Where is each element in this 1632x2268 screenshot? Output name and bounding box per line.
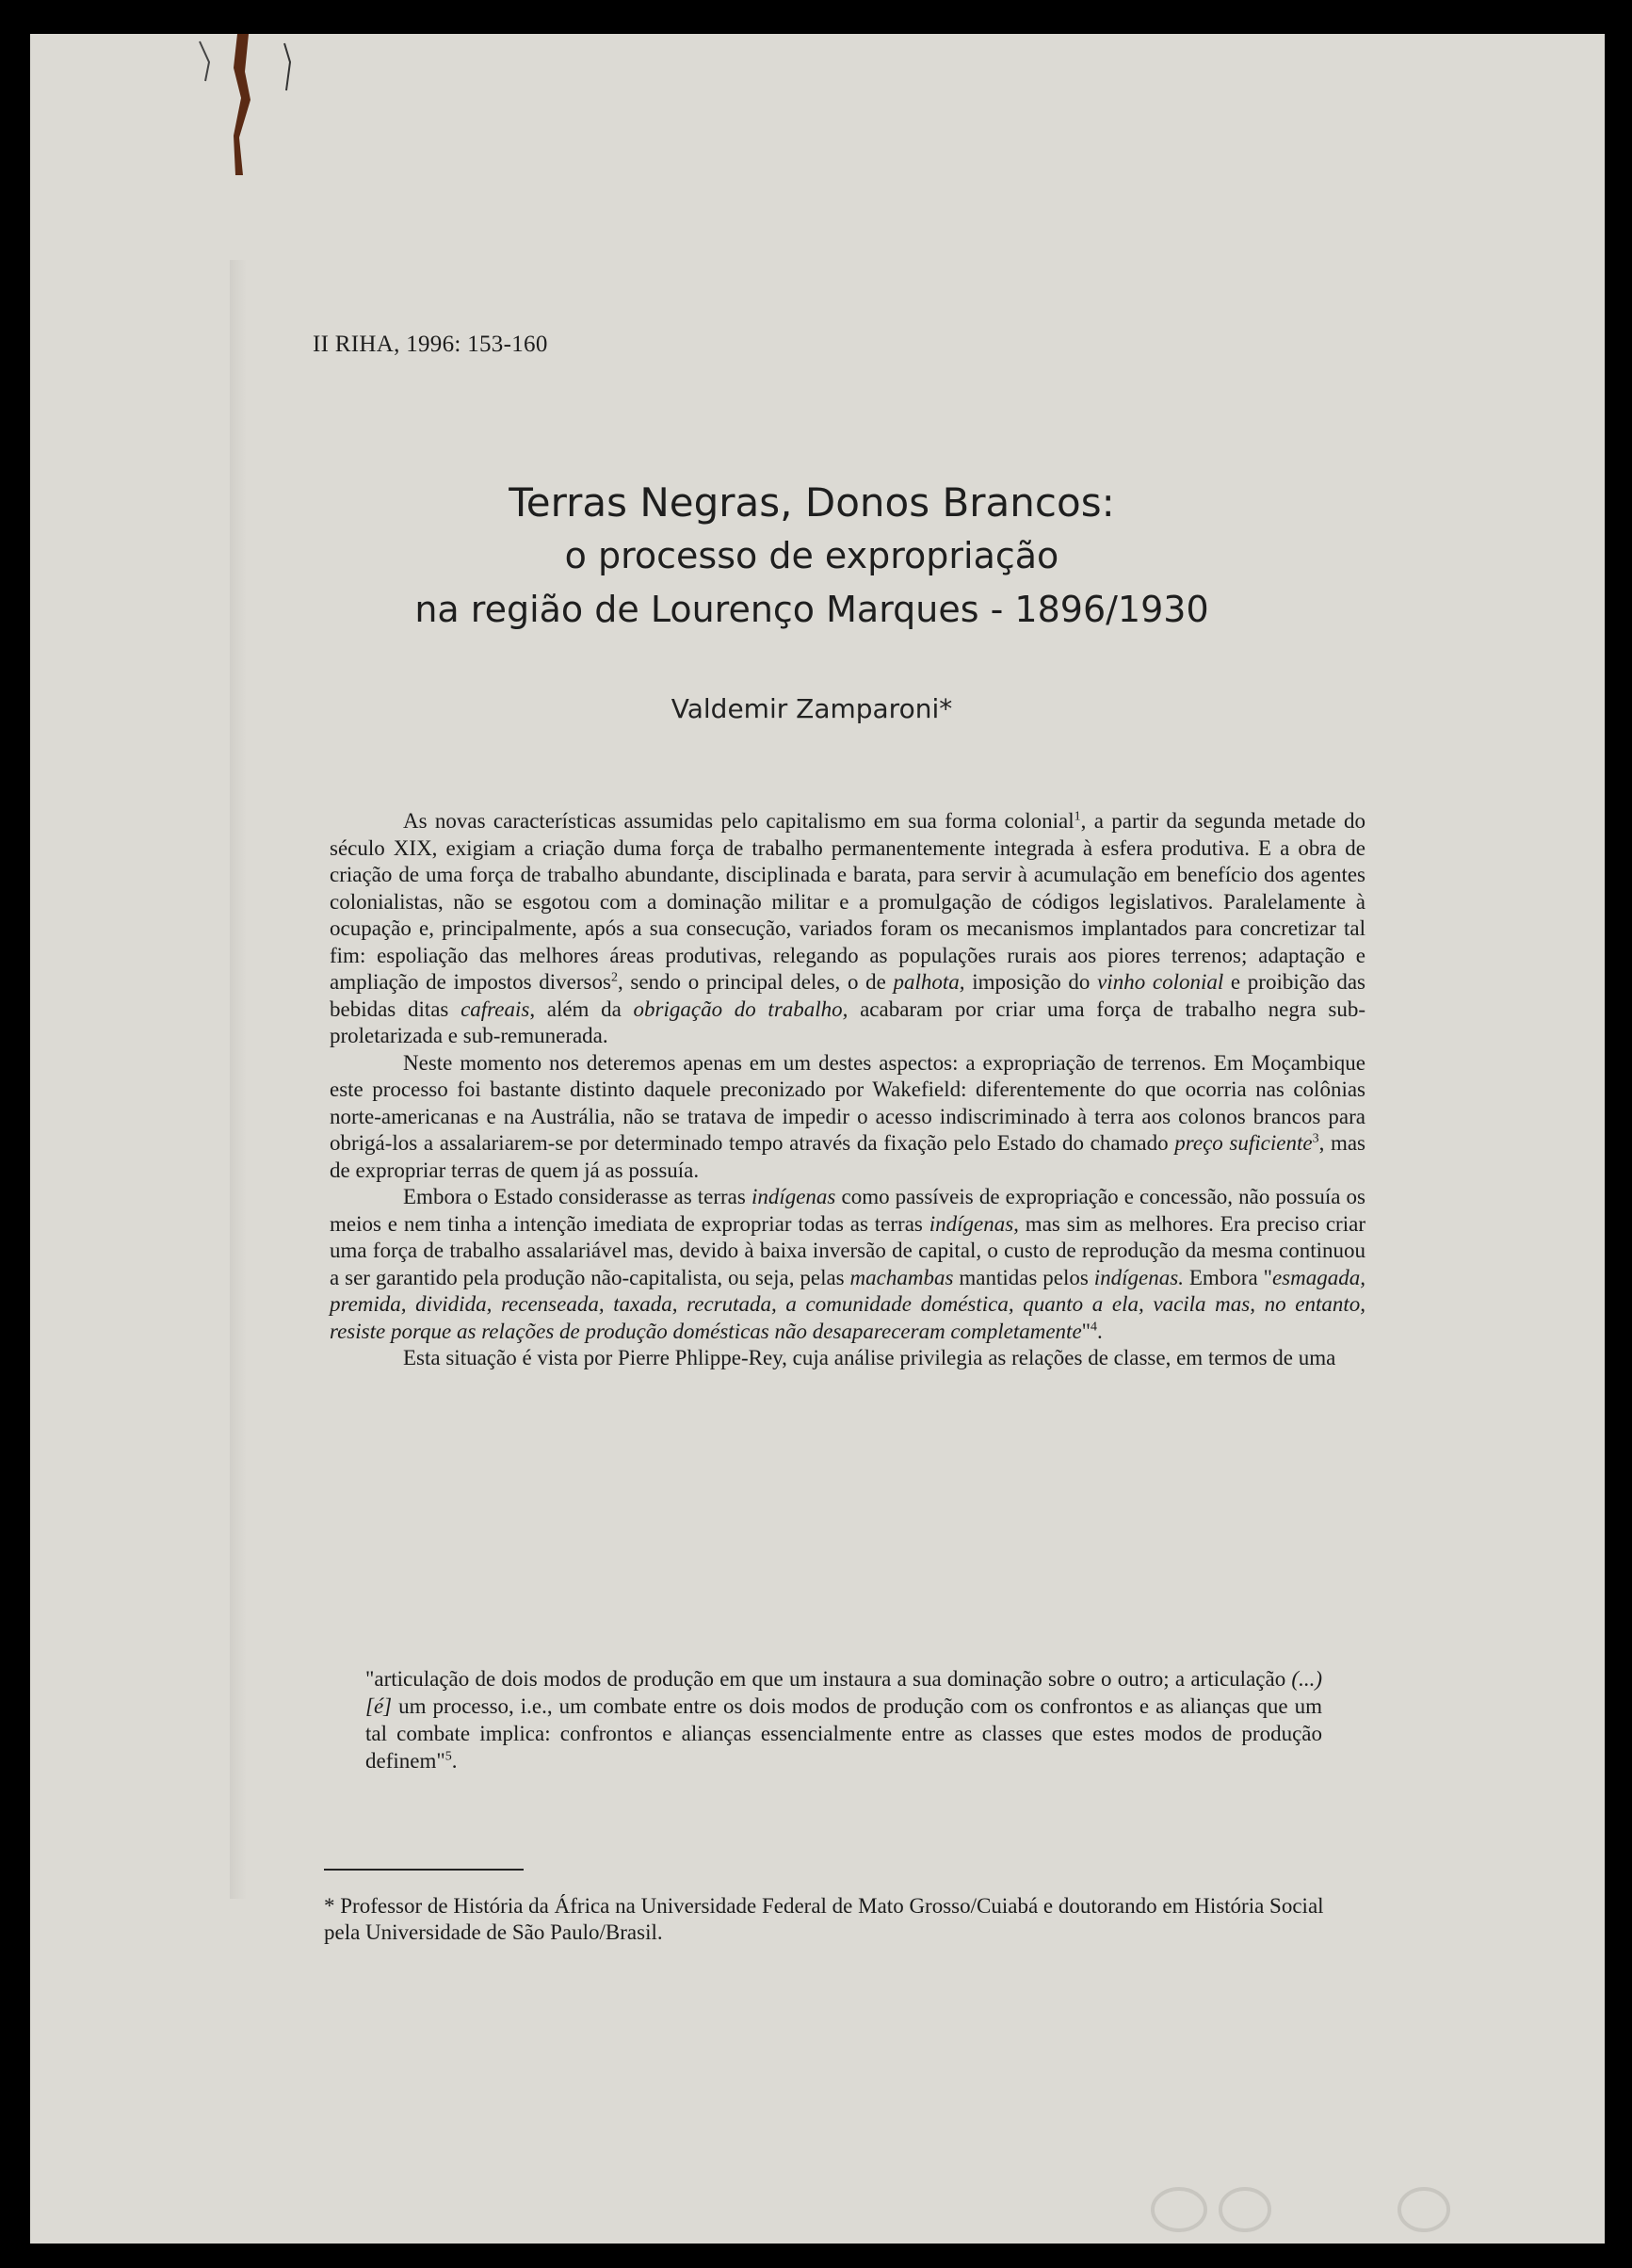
paragraph-4: Esta situação é vista por Pierre Phlippe-Rey, cuja análise privilegia as relações de classe, em termos de uma bbox=[403, 1346, 1336, 1369]
title-line-1: Terras Negras, Donos Brancos: bbox=[509, 479, 1115, 526]
footnote-ref-5: 5 bbox=[444, 1749, 452, 1764]
footnote-ref-4: 4 bbox=[1091, 1319, 1098, 1334]
paragraph-2: Neste momento nos deteremos apenas em um destes aspectos: a expropriação de terrenos. Em Moçambique este processo foi bastante distinto daquele preconizado por Wakefield: diferentemente do que ocorria nas colônias norte-americanas e na Austrália, não se tratava de impedir o acesso indiscriminado à terra aos colonos brancos para obrigá-los a assalariarem-se por determinado tempo através da fixação pelo Estado do chamado preço suficiente$^3$, mas de expropriar terras de quem já as possuía. bbox=[330, 1050, 1365, 1182]
author-footnote: * Professor de História da África na Universidade Federal de Mato Grosso/Cuiabá e doutorando em História Social pela Universidade de São Paulo/Brasil. bbox=[324, 1894, 1324, 1944]
faint-stamp-marks bbox=[1141, 2172, 1518, 2244]
title-line-3: na região de Lourenço Marques - 1896/1930 bbox=[414, 589, 1209, 630]
journal-reference: II RIHA, 1996: 153-160 bbox=[313, 332, 548, 357]
article-title bbox=[341, 477, 1283, 637]
article-body bbox=[330, 808, 1365, 1372]
paragraph-1: As novas características assumidas pelo capitalismo em sua forma colonial$^1$, a partir da segunda metade do século XIX, exigiam a criação duma força de trabalho permanentemente integrada à esfera produtiva. E a obra de criação de uma força de trabalho abundante, disciplinada e barata, para servir à acumulação em benefício dos agentes colonialistas, não se esgotou com a dominação militar e a promulgação de códigos legislativos. Paralelamente à ocupação e, principalmente, após a sua consecução, variados foram os mecanismos implantados para concretizar tal fim: espoliação das melhores áreas produtivas, relegando as populações rurais aos piores terrenos; adaptação e ampliação de impostos diversos$^2$, sendo o principal deles, o de palhota, imposição do vinho colonial e proibição das bebidas ditas cafreais, além da obrigação do trabalho, acabaram por criar uma força de trabalho negra sub-proletarizada e sub-remunerada. bbox=[330, 809, 1366, 1047]
title-line-2: o processo de expropriação bbox=[564, 535, 1059, 576]
footnote-ref-3: 3 bbox=[1312, 1131, 1319, 1146]
author-name: Valdemir Zamparoni* bbox=[671, 693, 953, 724]
footnote-divider bbox=[324, 1869, 524, 1871]
block-quote: "articulação de dois modos de produção em que um instaura a sua dominação sobre o outro; a articulação (...) [é] um processo, i.e., um combate entre os dois modos de produção com os confrontos e as alianças que um tal combate implica: confrontos e alianças essencialmente entre as classes que estes modos de produção definem"$^5$. bbox=[365, 1667, 1322, 1773]
document-page bbox=[30, 34, 1605, 2244]
footnote-ref-1: 1 bbox=[1074, 809, 1081, 824]
paragraph-3: Embora o Estado considerasse as terras indígenas como passíveis de expropriação e concessão, não possuía os meios e nem tinha a intenção imediata de expropriar todas as terras indígenas, mas sim as melhores. Era preciso criar uma força de trabalho assalariável mas, devido à baixa inversão de capital, o custo de reprodução da mesma continuou a ser garantido pela produção não-capitalista, ou seja, pelas machambas mantidas pelos indígenas. Embora "esmagada, premida, dividida, recenseada, taxada, recrutada, a comunidade doméstica, quanto a ela, vacila mas, no entanto, resiste porque as relações de produção domésticas não desapareceram completamente"$^4$. bbox=[330, 1185, 1365, 1343]
fold-shadow bbox=[230, 260, 247, 1899]
footnote-ref-2: 2 bbox=[610, 970, 618, 985]
paper-tear-mark bbox=[171, 34, 303, 175]
